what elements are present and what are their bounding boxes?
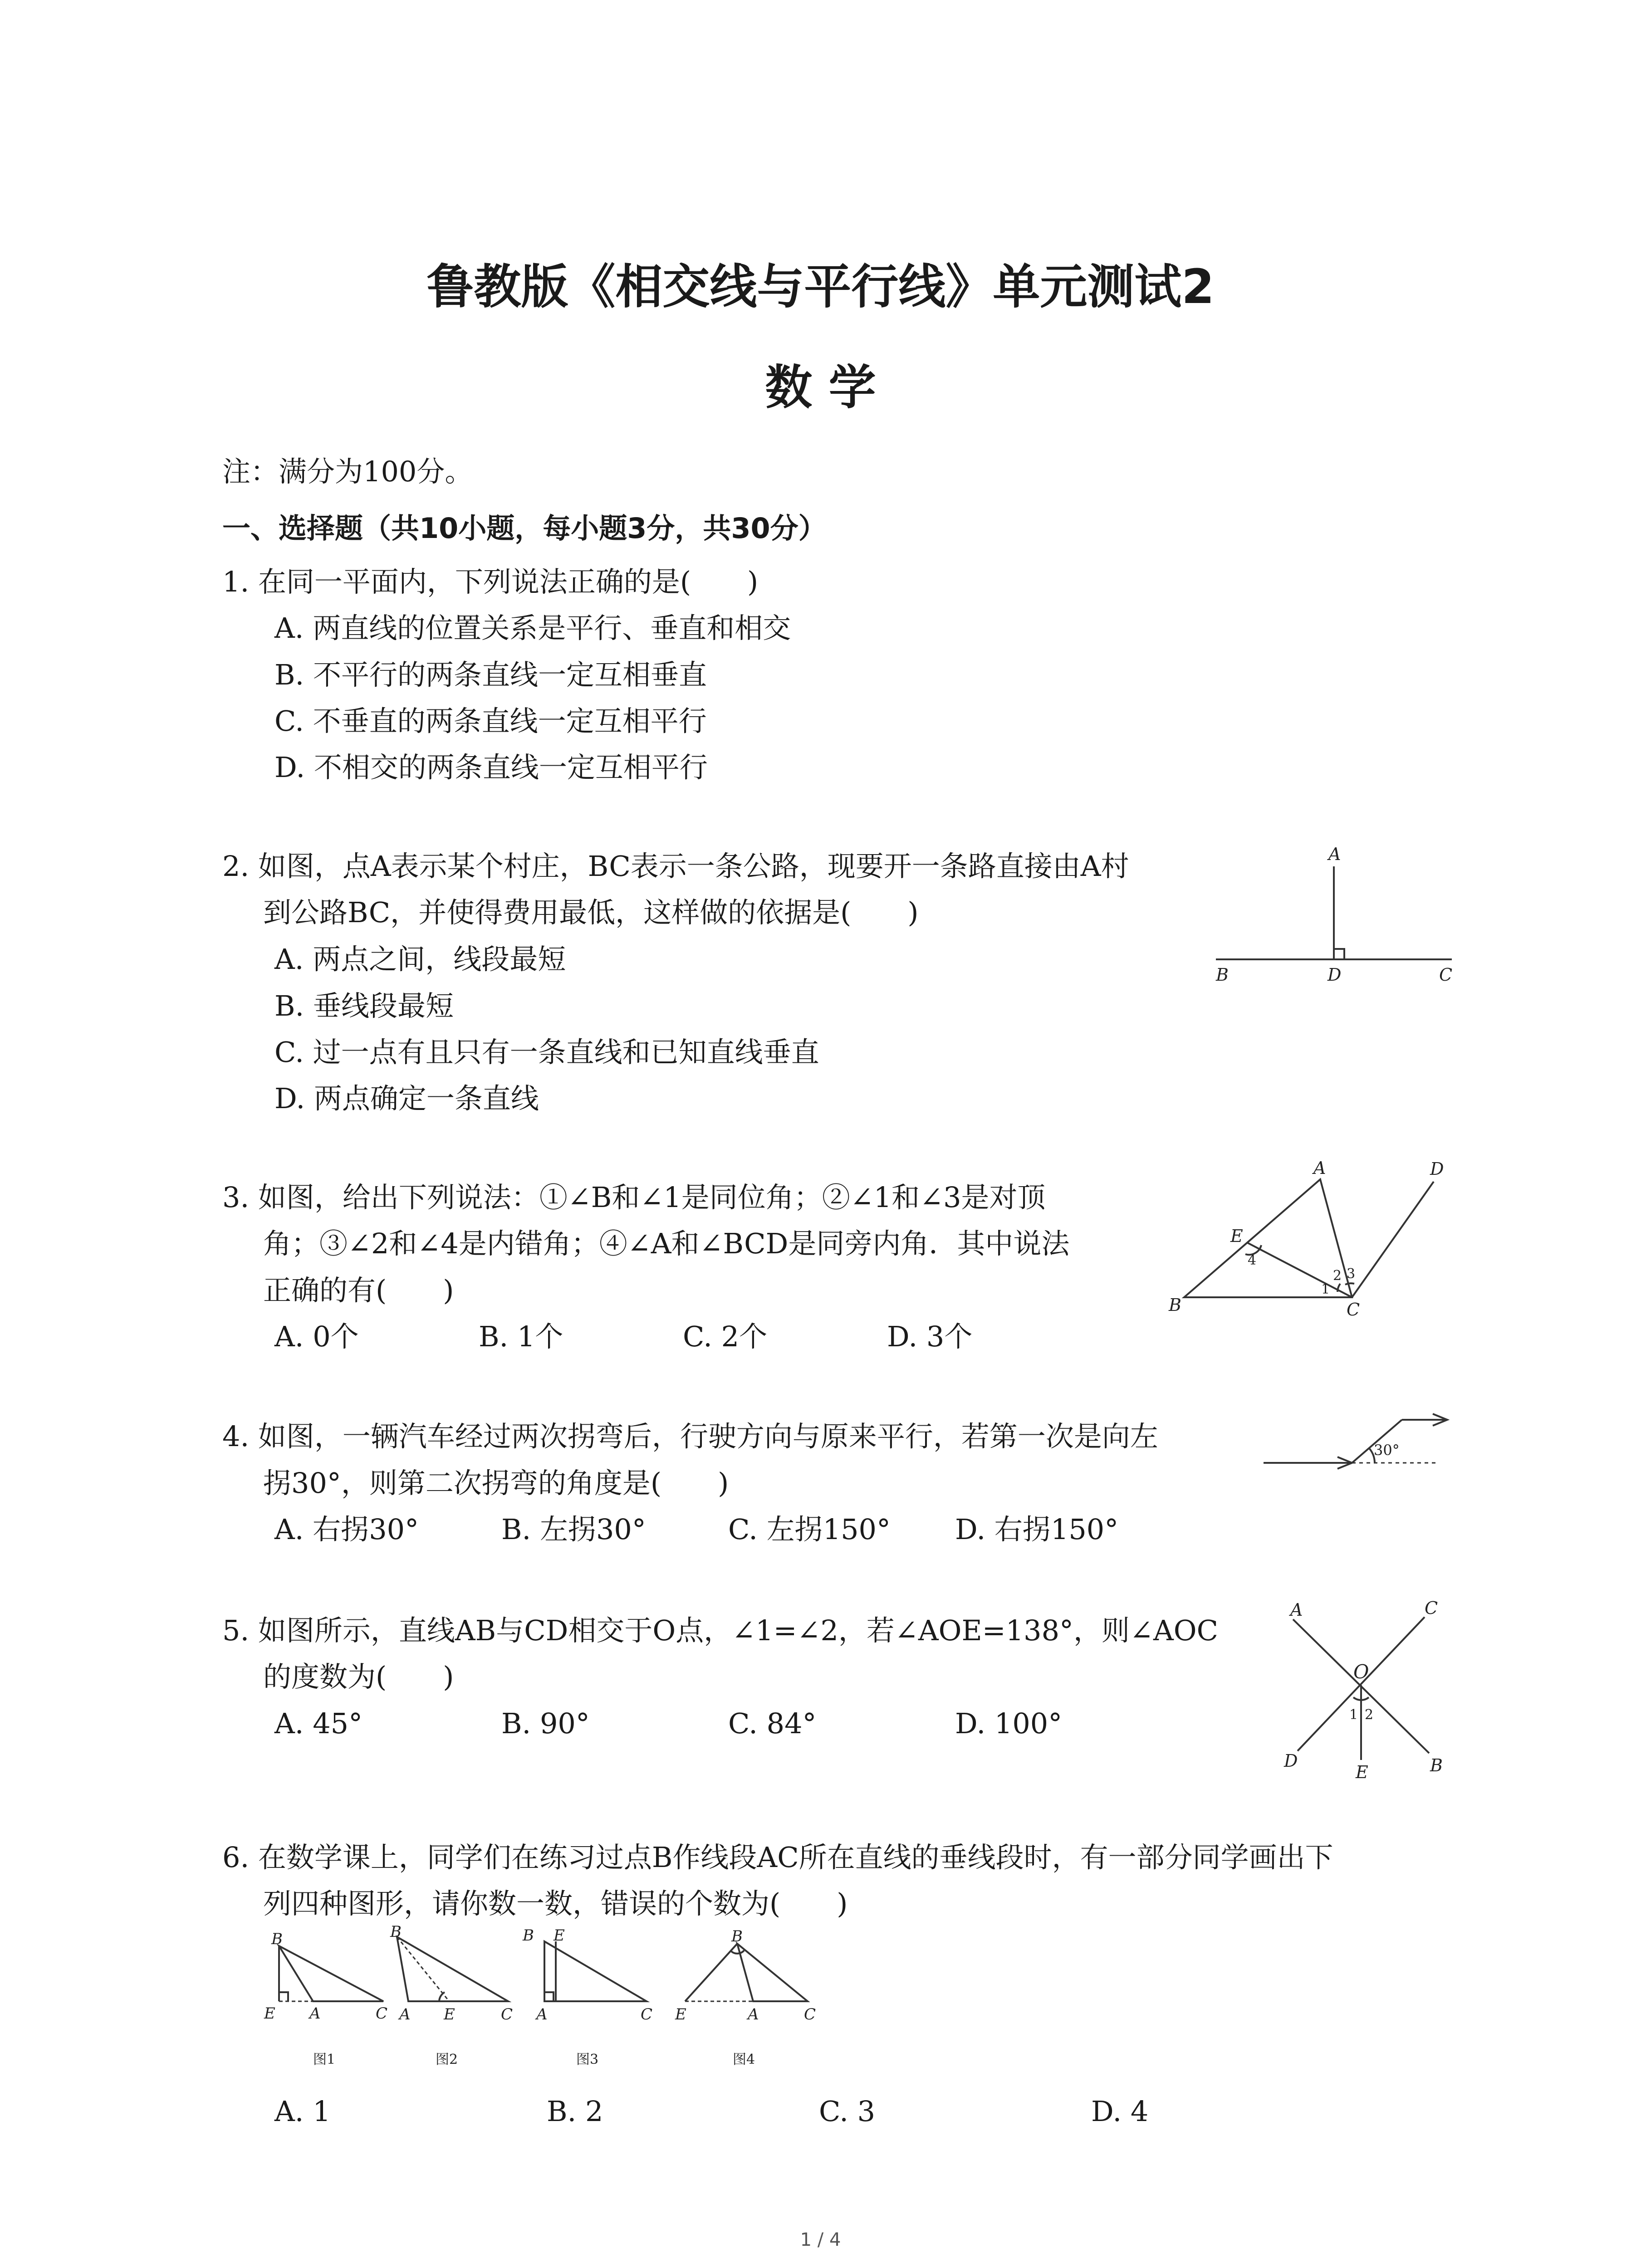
option-d: D. 4 <box>1091 2095 1149 2128</box>
label-a: A <box>536 2005 548 2024</box>
dashed-segment <box>397 1937 449 2001</box>
question-stem-line-2: 的度数为( ) <box>263 1660 454 1693</box>
option-b: B. 垂线段最短 <box>274 989 454 1022</box>
label-a: A <box>399 2005 411 2024</box>
label-a: A <box>748 2005 759 2024</box>
option-c: C. 3 <box>819 2095 876 2128</box>
label-o: O <box>1353 1661 1369 1683</box>
label-c: C <box>1439 965 1453 985</box>
ray-cd <box>1352 1182 1434 1297</box>
option-c: C. 2个 <box>683 1320 768 1353</box>
label-b: B <box>390 1923 402 1941</box>
figure-3 <box>517 1923 662 2068</box>
option-b: B. 不平行的两条直线一定互相垂直 <box>274 658 707 691</box>
label-c: C <box>376 2004 388 2023</box>
question-stem-line-2: 角；③∠2和∠4是内错角；④∠A和∠BCD是同旁内角．其中说法 <box>263 1227 1070 1260</box>
caption: 图3 <box>576 2052 599 2068</box>
label-angle-4: 4 <box>1248 1252 1257 1268</box>
page-number: 1 / 4 <box>800 2229 841 2250</box>
option-b: B. 左拐30° <box>501 1513 646 1546</box>
turning-car-figure <box>1261 1406 1461 1474</box>
label-angle-2: 2 <box>1365 1707 1374 1723</box>
label-b: B <box>271 1930 283 1948</box>
triangle-abc <box>1184 1179 1352 1297</box>
question-stem-line-2: 拐30°，则第二次拐弯的角度是( ) <box>263 1466 729 1500</box>
angle-arc <box>731 1950 744 1954</box>
caption: 图2 <box>436 2052 458 2068</box>
score-note: 注：满分为100分。 <box>222 455 473 488</box>
label-angle-1: 1 <box>1349 1707 1358 1723</box>
label-c: C <box>641 2005 653 2024</box>
label-c: C <box>1425 1598 1438 1618</box>
angle-arc-2 <box>1361 1697 1369 1700</box>
label-a: A <box>1290 1600 1303 1620</box>
label-a: A <box>1313 1161 1326 1178</box>
label-d: D <box>1430 1161 1444 1179</box>
label-a: A <box>309 2004 321 2023</box>
label-a: A <box>1328 844 1341 864</box>
option-c: C. 左拐150° <box>728 1513 891 1546</box>
option-a: A. 1 <box>274 2095 331 2128</box>
question-stem-line-2: 列四种图形，请你数一数，错误的个数为( ) <box>263 1887 848 1920</box>
question-stem-line-3: 正确的有( ) <box>263 1274 454 1307</box>
label-angle-1: 1 <box>1321 1281 1330 1297</box>
question-stem-line-2: 到公路BC，并使得费用最低，这样做的依据是( ) <box>263 896 919 929</box>
option-d: D. 100° <box>955 1707 1063 1740</box>
option-a: A. 0个 <box>274 1320 359 1353</box>
label-d: D <box>1327 965 1342 985</box>
segment-be <box>685 1944 737 2001</box>
label-b: B <box>731 1927 743 1945</box>
angle-arc <box>439 1992 445 2001</box>
figure-4 <box>671 1923 835 2068</box>
option-d: D. 右拐150° <box>955 1513 1119 1546</box>
perpendicular-figure <box>1202 844 1456 993</box>
label-c: C <box>501 2005 513 2024</box>
triangle <box>397 1937 508 2001</box>
angle-arc-2 <box>1345 1283 1354 1285</box>
page-title: 鲁教版《相交线与平行线》单元测试2 <box>426 259 1215 314</box>
option-b: B. 1个 <box>479 1320 563 1353</box>
angle-label: 30° <box>1374 1442 1400 1459</box>
question-stem-line-1: 5. 如图所示，直线AB与CD相交于O点，∠1=∠2，若∠AOE=138°，则∠AOC <box>222 1614 1219 1647</box>
option-a: A. 两直线的位置关系是平行、垂直和相交 <box>274 611 791 645</box>
option-a: A. 右拐30° <box>274 1513 419 1546</box>
option-b: B. 90° <box>501 1707 590 1740</box>
option-c: C. 不垂直的两条直线一定互相平行 <box>274 704 707 738</box>
triangle <box>279 1946 383 2001</box>
subject-title: 数 学 <box>765 360 876 415</box>
section-heading: 一、选择题（共10小题，每小题3分，共30分） <box>222 512 827 545</box>
label-b: B <box>1169 1295 1181 1315</box>
question-stem: 1. 在同一平面内，下列说法正确的是( ) <box>222 565 759 598</box>
label-e: E <box>554 1926 565 1945</box>
option-b: B. 2 <box>547 2095 603 2128</box>
label-e: E <box>675 2005 686 2024</box>
label-c: C <box>1347 1300 1360 1320</box>
option-a: A. 45° <box>274 1707 363 1740</box>
label-c: C <box>804 2005 816 2024</box>
caption: 图1 <box>313 2052 336 2068</box>
question-stem-line-1: 2. 如图，点A表示某个村庄，BC表示一条公路，现要开一条路直接由A村 <box>222 850 1129 883</box>
intersecting-lines-figure <box>1266 1597 1456 1778</box>
angle-arc-1 <box>1353 1697 1361 1700</box>
label-e: E <box>444 2005 455 2024</box>
option-a: A. 两点之间，线段最短 <box>274 943 566 976</box>
label-d: D <box>1284 1751 1298 1771</box>
question-stem-line-1: 4. 如图，一辆汽车经过两次拐弯后，行驶方向与原来平行，若第一次是向左 <box>222 1420 1158 1453</box>
option-d: D. 不相交的两条直线一定互相平行 <box>274 751 708 784</box>
question-stem-line-1: 6. 在数学课上，同学们在练习过点B作线段AC所在直线的垂线段时，有一部分同学画出下 <box>222 1841 1333 1874</box>
figure-2 <box>386 1923 522 2068</box>
label-angle-2: 2 <box>1333 1268 1342 1284</box>
label-e: E <box>1356 1762 1368 1778</box>
option-d: D. 3个 <box>887 1320 973 1353</box>
label-b: B <box>1216 965 1229 985</box>
label-e: E <box>264 2004 275 2023</box>
option-c: C. 84° <box>728 1707 817 1740</box>
label-b: B <box>523 1926 534 1945</box>
right-angle-mark <box>279 1992 288 2001</box>
label-angle-3: 3 <box>1347 1266 1356 1282</box>
triangle <box>737 1944 808 2001</box>
triangle <box>544 1941 647 2001</box>
label-e: E <box>1230 1226 1243 1246</box>
question-stem-line-1: 3. 如图，给出下列说法：①∠B和∠1是同位角；②∠1和∠3是对顶 <box>222 1181 1046 1214</box>
figure-1 <box>259 1928 395 2068</box>
option-c: C. 过一点有且只有一条直线和已知直线垂直 <box>274 1036 819 1069</box>
right-angle-mark <box>1334 949 1344 959</box>
right-angle-mark <box>544 1992 554 2001</box>
triangle-figure <box>1152 1161 1461 1334</box>
option-d: D. 两点确定一条直线 <box>274 1082 539 1115</box>
caption: 图4 <box>733 2052 755 2068</box>
label-b: B <box>1430 1755 1443 1775</box>
